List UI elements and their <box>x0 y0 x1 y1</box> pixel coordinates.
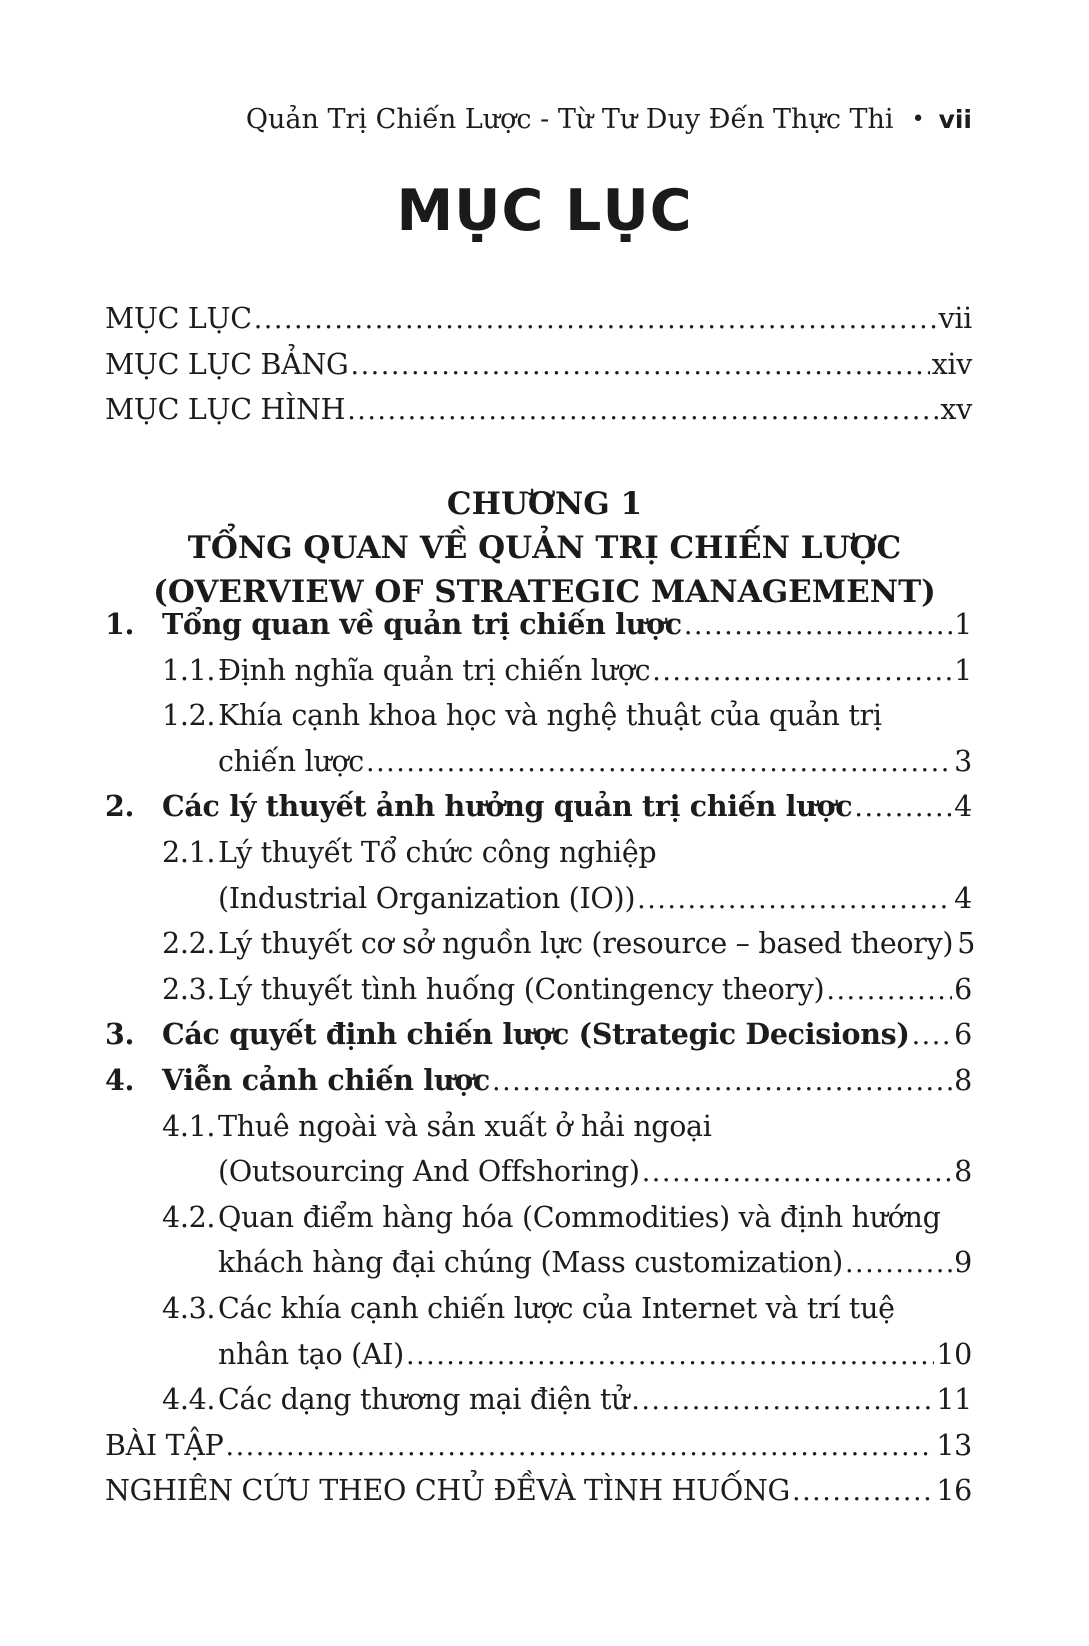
toc-row <box>105 1240 972 1286</box>
toc-entry-label: nhân tạo (AI) <box>218 1337 404 1371</box>
toc-entry-label: Tổng quan về quản trị chiến lược <box>162 607 682 641</box>
toc-leader-dots <box>224 1423 935 1470</box>
toc-page-number: 5 <box>957 927 976 961</box>
toc-leader-dots <box>629 1377 934 1424</box>
toc-page-number: 1 <box>954 653 972 687</box>
toc-row <box>105 1332 972 1378</box>
toc-row <box>105 876 972 922</box>
toc-entry-label: Định nghĩa quản trị chiến lược <box>218 653 651 687</box>
toc-entry-label: khách hàng đại chúng (Mass customization) <box>218 1246 843 1280</box>
toc-leader-dots <box>404 1332 934 1379</box>
toc-page-number: xiv <box>931 347 972 381</box>
toc-entry-number: 2.1. <box>162 835 216 869</box>
toc-row <box>105 342 972 388</box>
header-bullet-separator: • <box>911 107 925 132</box>
toc-leader-dots <box>843 1240 952 1287</box>
toc-row <box>105 1377 972 1423</box>
toc-entry-number: 1.1. <box>162 653 216 687</box>
toc-page-number: 1 <box>954 608 972 641</box>
toc-row <box>105 1468 972 1514</box>
toc-entry-number: 4. <box>105 1062 135 1097</box>
toc-row <box>105 830 972 876</box>
toc-entry-label: chiến lược <box>218 744 364 778</box>
toc-entry-label: MỤC LỤC BẢNG <box>105 347 349 381</box>
header-page-number: vii <box>938 105 972 134</box>
toc-row <box>105 1423 972 1469</box>
toc-leader-dots <box>635 876 952 923</box>
toc-entry-label: Các lý thuyết ảnh hưởng quản trị chiến lược <box>162 789 853 824</box>
toc-entry-label: Viễn cảnh chiến lược <box>162 1062 490 1097</box>
toc-leader-dots <box>345 387 938 434</box>
toc-entry-label: Thuê ngoài và sản xuất ở hải ngoại <box>218 1109 712 1143</box>
toc-leader-dots <box>790 1468 934 1515</box>
toc-row <box>105 739 972 785</box>
toc-front-matter-list <box>105 296 972 433</box>
chapter-title-vi: TỔNG QUAN VỀ QUẢN TRỊ CHIẾN LƯỢC <box>187 530 902 566</box>
toc-entry-label: NGHIÊN CỨU THEO CHỦ ĐỀVÀ TÌNH HUỐNG <box>105 1474 791 1508</box>
toc-leader-dots <box>364 739 952 786</box>
toc-page-number: 4 <box>954 790 972 824</box>
toc-entry-label: (Outsourcing And Offshoring) <box>218 1155 640 1189</box>
toc-entry-label: MỤC LỤC <box>105 302 252 335</box>
toc-leader-dots <box>682 602 952 649</box>
toc-row <box>105 648 972 694</box>
toc-leader-dots <box>640 1149 952 1196</box>
chapter-heading <box>0 482 1089 614</box>
toc-entry-number: 2.3. <box>162 972 216 1006</box>
toc-row <box>105 967 972 1013</box>
chapter-number: CHƯƠNG 1 <box>446 486 643 522</box>
toc-entries-list <box>105 602 976 1514</box>
toc-row <box>105 387 972 433</box>
toc-entry-label: Các dạng thương mại điện tử <box>218 1383 630 1417</box>
toc-row <box>105 296 972 342</box>
toc-leader-dots <box>349 342 930 389</box>
toc-leader-dots <box>852 784 952 831</box>
toc-entry-number: 4.1. <box>162 1109 216 1143</box>
toc-page-title: MỤC LỤC <box>396 178 693 244</box>
toc-row <box>105 1195 972 1241</box>
toc-entry-number: 2.2. <box>162 927 216 961</box>
toc-entry-label: Khía cạnh khoa học và nghệ thuật của quản trị <box>218 699 882 733</box>
toc-row <box>105 693 972 739</box>
toc-row <box>105 1058 972 1104</box>
toc-page-number: vii <box>938 302 972 335</box>
running-header <box>105 104 972 135</box>
toc-page-number: 13 <box>936 1428 972 1462</box>
toc-page-number: 8 <box>954 1155 972 1189</box>
toc-entry-number: 1. <box>105 607 135 641</box>
toc-page-number: 3 <box>954 744 972 778</box>
toc-leader-dots <box>650 648 952 695</box>
toc-row <box>105 602 972 648</box>
toc-row <box>105 784 972 830</box>
toc-page-number: xv <box>940 393 972 427</box>
running-header-title: Quản Trị Chiến Lược - Từ Tư Duy Đến Thực Thi <box>245 104 894 135</box>
toc-page-number: 9 <box>954 1246 972 1280</box>
toc-entry-number: 2. <box>105 789 135 824</box>
toc-entry-label: Các khía cạnh chiến lược của Internet và trí tuệ <box>218 1291 895 1325</box>
toc-entry-label: (Industrial Organization (IO)) <box>218 881 636 915</box>
toc-page-number: 4 <box>954 881 972 915</box>
toc-entry-number: 4.2. <box>162 1200 216 1234</box>
chapter-title-en: (OVERVIEW OF STRATEGIC MANAGEMENT) <box>153 574 936 610</box>
toc-entry-label: MỤC LỤC HÌNH <box>105 393 346 427</box>
toc-entry-label: Lý thuyết cơ sở nguồn lực (resource – based theory) <box>218 927 954 961</box>
toc-row <box>105 1012 972 1058</box>
toc-entry-label: Lý thuyết tình huống (Contingency theory) <box>218 972 825 1006</box>
toc-entry-label: Quan điểm hàng hóa (Commodities) và định hướng <box>218 1200 941 1234</box>
toc-row <box>105 1104 972 1150</box>
toc-page-number: 16 <box>936 1474 972 1508</box>
toc-leader-dots <box>910 1012 953 1059</box>
toc-row <box>105 1149 972 1195</box>
toc-entry-number: 4.4. <box>162 1383 216 1417</box>
toc-entry-number: 4.3. <box>162 1291 216 1325</box>
toc-row <box>105 921 976 967</box>
toc-entry-number: 1.2. <box>162 699 216 733</box>
toc-leader-dots <box>252 296 937 343</box>
toc-entry-label: Các quyết định chiến lược (Strategic Decisions) <box>162 1017 910 1052</box>
toc-row <box>105 1286 972 1332</box>
toc-page-number: 6 <box>954 1018 972 1052</box>
toc-entry-number: 3. <box>105 1017 135 1052</box>
toc-page-number: 11 <box>936 1383 972 1417</box>
toc-page-number: 10 <box>936 1337 972 1371</box>
toc-entry-label: BÀI TẬP <box>105 1428 224 1462</box>
toc-leader-dots <box>490 1058 952 1105</box>
toc-page-number: 6 <box>954 972 972 1006</box>
toc-page-number: 8 <box>954 1063 972 1097</box>
toc-entry-label: Lý thuyết Tổ chức công nghiệp <box>218 835 657 869</box>
toc-leader-dots <box>824 967 952 1014</box>
